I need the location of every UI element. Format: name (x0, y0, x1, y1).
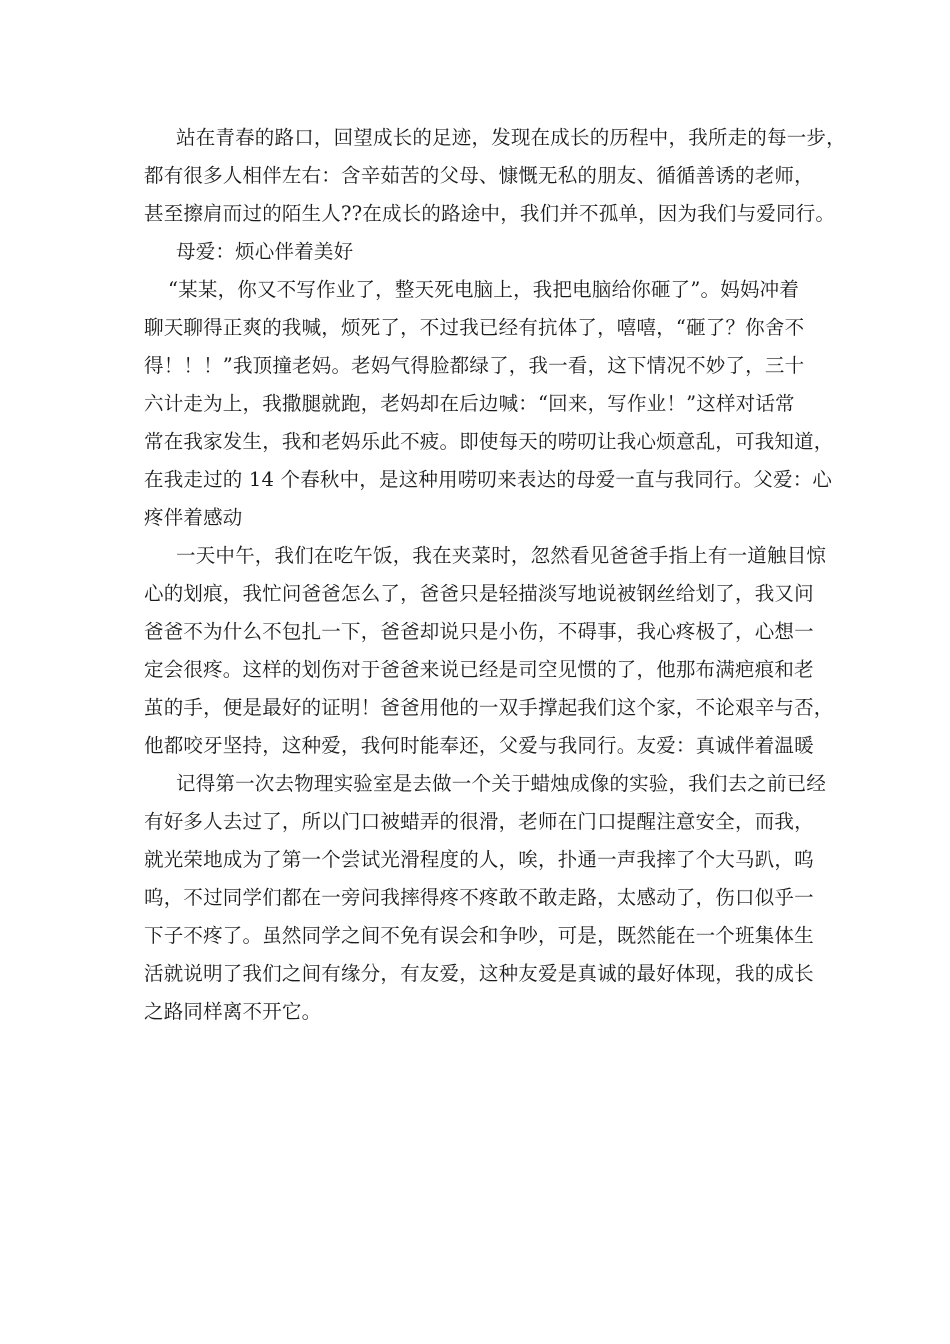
text-line: 心的划痕，我忙问爸爸怎么了，爸爸只是轻描淡写地说被钢丝给划了，我又问 (144, 582, 814, 605)
text-line: 甚至擦肩而过的陌生人??在成长的路途中，我们并不孤单，因为我们与爱同行。 (144, 202, 836, 225)
text-line: 下子不疼了。虽然同学之间不免有误会和争吵，可是，既然能在一个班集体生 (144, 924, 814, 947)
text-line: 之路同样离不开它。 (144, 1000, 322, 1023)
text-line: 聊天聊得正爽的我喊，烦死了，不过我已经有抗体了，嘻嘻，“砸了？你舍不 (144, 316, 805, 339)
text-line: 在我走过的 14 个春秋中，是这种用唠叨来表达的母爱一直与我同行。父爱：心 (144, 468, 833, 491)
text-line: 站在青春的路口，回望成长的足迹，发现在成长的历程中，我所走的每一步， (176, 126, 846, 149)
text-line: 常在我家发生，我和老妈乐此不疲。即使每天的唠叨让我心烦意乱，可我知道， (144, 430, 834, 453)
text-line: 都有很多人相伴左右：含辛茹苦的父母、慷慨无私的朋友、循循善诱的老师， (144, 164, 814, 187)
text-line: 定会很疼。这样的划伤对于爸爸来说已经是司空见惯的了，他那布满疤痕和老 (144, 658, 814, 681)
text-line: 有好多人去过了，所以门口被蜡弄的很滑，老师在门口提醒注意安全，而我， (144, 810, 814, 833)
text-line: 活就说明了我们之间有缘分，有友爱，这种友爱是真诚的最好体现，我的成长 (144, 962, 814, 985)
text-line: 疼伴着感动 (144, 506, 243, 529)
text-line: 得！！！”我顶撞老妈。老妈气得脸都绿了，我一看，这下情况不妙了，三十 (144, 354, 805, 377)
text-line: 一天中午，我们在吃午饭，我在夹菜时，忽然看见爸爸手指上有一道触目惊 (176, 544, 827, 567)
section-heading: 母爱：烦心伴着美好 (176, 240, 354, 263)
text-line: “某某，你又不写作业了，整天死电脑上，我把电脑给你砸了”。妈妈冲着 (168, 278, 800, 301)
text-line: 茧的手，便是最好的证明！爸爸用他的一双手撑起我们这个家，不论艰辛与否， (144, 696, 834, 719)
text-line: 就光荣地成为了第一个尝试光滑程度的人，唉，扑通一声我摔了个大马趴，呜 (144, 848, 814, 871)
text-line: 爸爸不为什么不包扎一下，爸爸却说只是小伤，不碍事，我心疼极了，心想一 (144, 620, 814, 643)
text-line: 六计走为上，我撒腿就跑，老妈却在后边喊：“回来，写作业！”这样对话常 (144, 392, 795, 415)
text-line: 记得第一次去物理实验室是去做一个关于蜡烛成像的实验，我们去之前已经 (176, 772, 827, 795)
text-line: 他都咬牙坚持，这种爱，我何时能奉还，父爱与我同行。友爱：真诚伴着温暖 (144, 734, 814, 757)
text-line: 呜，不过同学们都在一旁问我摔得疼不疼敢不敢走路，太感动了，伤口似乎一 (144, 886, 814, 909)
